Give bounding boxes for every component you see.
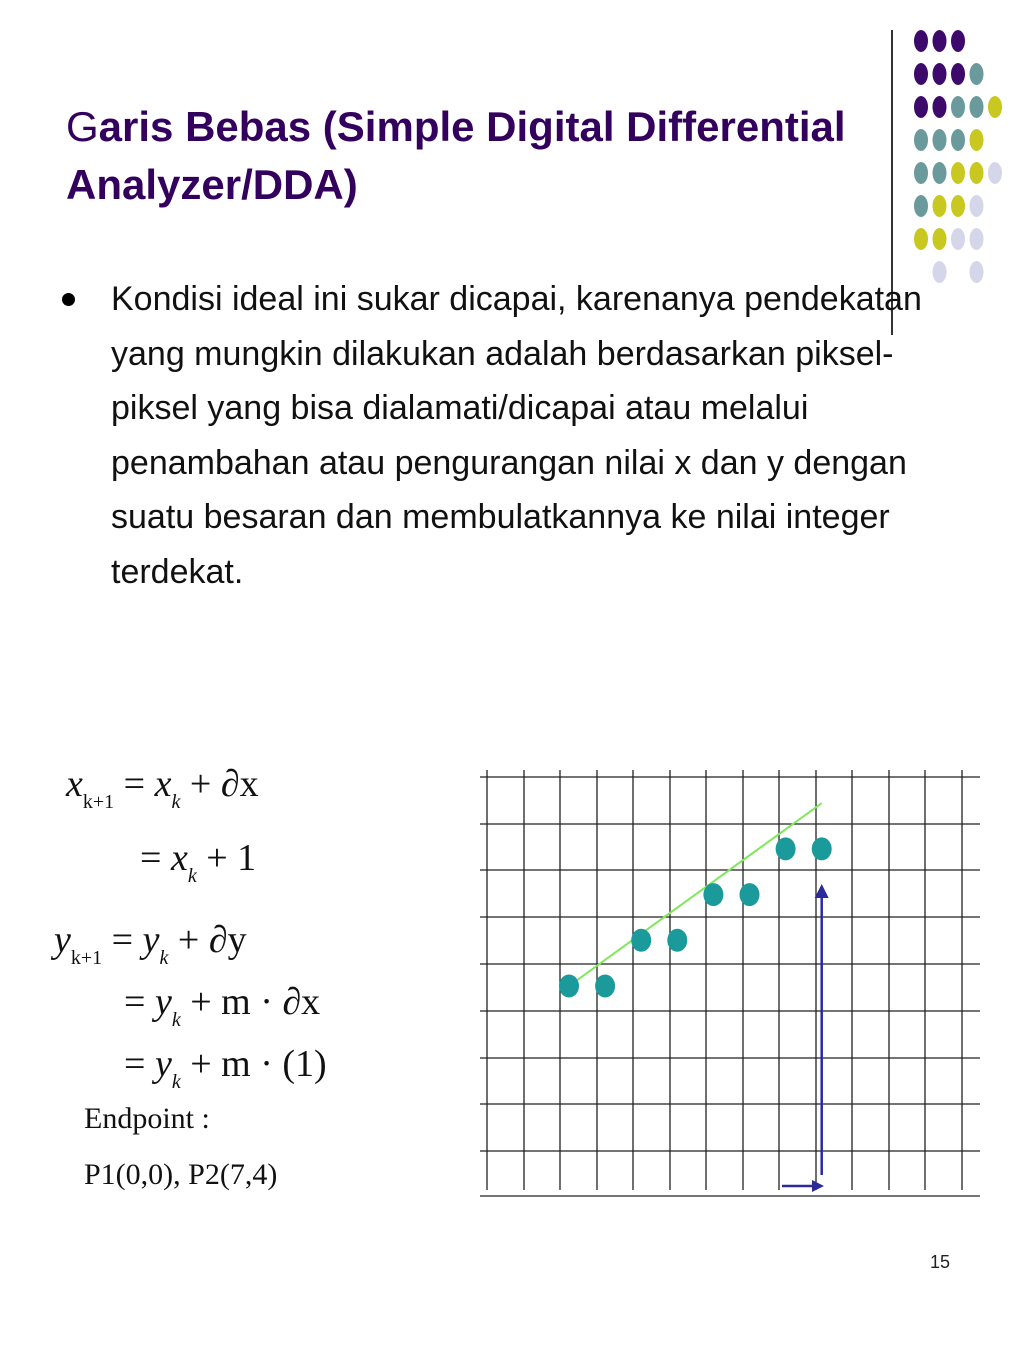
decorative-dot xyxy=(914,63,928,85)
decorative-dot xyxy=(970,228,984,250)
y-direction-arrowhead xyxy=(815,884,829,898)
x-direction-arrowhead xyxy=(812,1180,824,1192)
decorative-dot xyxy=(951,63,965,85)
decorative-dot xyxy=(933,96,947,118)
bullet-text: Kondisi ideal ini sukar dicapai, karenanya pendekatan yang mungkin dilakukan adalah berdasarkan piksel-piksel yang bisa dialamati/dicapai atau melalui penambahan atau pengurangan nilai x dan y dengan suatu besaran dan membulatkannya ke nilai integer terdekat. xyxy=(111,280,922,591)
pixel-point xyxy=(667,929,687,952)
pixel-point xyxy=(776,837,796,860)
decorative-dot xyxy=(988,162,1002,184)
ideal-line xyxy=(569,803,822,986)
pixel-point xyxy=(703,883,723,906)
decorative-dot xyxy=(914,162,928,184)
page-title: Garis Bebas (Simple Digital Differential Analyzer/DDA) xyxy=(66,103,846,208)
decorative-dot xyxy=(970,162,984,184)
pixel-point xyxy=(631,929,651,952)
decorative-dot xyxy=(933,30,947,52)
page-number: 15 xyxy=(930,1252,951,1272)
pixel-point xyxy=(595,975,615,998)
decorative-dot xyxy=(970,129,984,151)
decorative-dot xyxy=(951,129,965,151)
equation-x-step: = $x_k + 1$ xyxy=(140,837,257,887)
decorative-dot xyxy=(933,162,947,184)
decorative-dot xyxy=(951,162,965,184)
pixel-point xyxy=(740,883,760,906)
decorative-dot xyxy=(970,195,984,217)
decorative-dot xyxy=(951,96,965,118)
decorative-dot xyxy=(914,30,928,52)
pixel-point xyxy=(559,975,579,998)
equation-x-next: $x_{k+1} = x_k + \partial x$ xyxy=(66,763,259,813)
decorative-dot xyxy=(933,195,947,217)
decorative-dot xyxy=(970,96,984,118)
decorative-dot xyxy=(914,96,928,118)
decorative-dot xyxy=(988,96,1002,118)
decorative-dot xyxy=(951,30,965,52)
endpoint-values: P1(0,0), P2(7,4) xyxy=(84,1158,278,1191)
decorative-dot xyxy=(914,195,928,217)
decorative-dot xyxy=(933,63,947,85)
equation-y-next: $y_{k+1} = y_k + \partial y$ xyxy=(54,919,247,969)
endpoint-label: Endpoint : xyxy=(84,1102,210,1135)
decorative-dot xyxy=(933,228,947,250)
decorative-dot xyxy=(970,261,984,283)
equation-y-step: = $y_k + m \cdot (1)$ xyxy=(124,1043,327,1093)
decorative-dot xyxy=(914,228,928,250)
bullet-icon xyxy=(62,293,75,306)
decorative-dot xyxy=(933,129,947,151)
decorative-dot xyxy=(970,63,984,85)
equation-y-slope: = $y_k + m \cdot \partial x$ xyxy=(124,981,321,1031)
pixel-grid-chart xyxy=(480,770,980,1200)
decorative-dot xyxy=(951,195,965,217)
decorative-dot xyxy=(951,228,965,250)
decorative-dot xyxy=(914,129,928,151)
pixel-point xyxy=(812,837,832,860)
